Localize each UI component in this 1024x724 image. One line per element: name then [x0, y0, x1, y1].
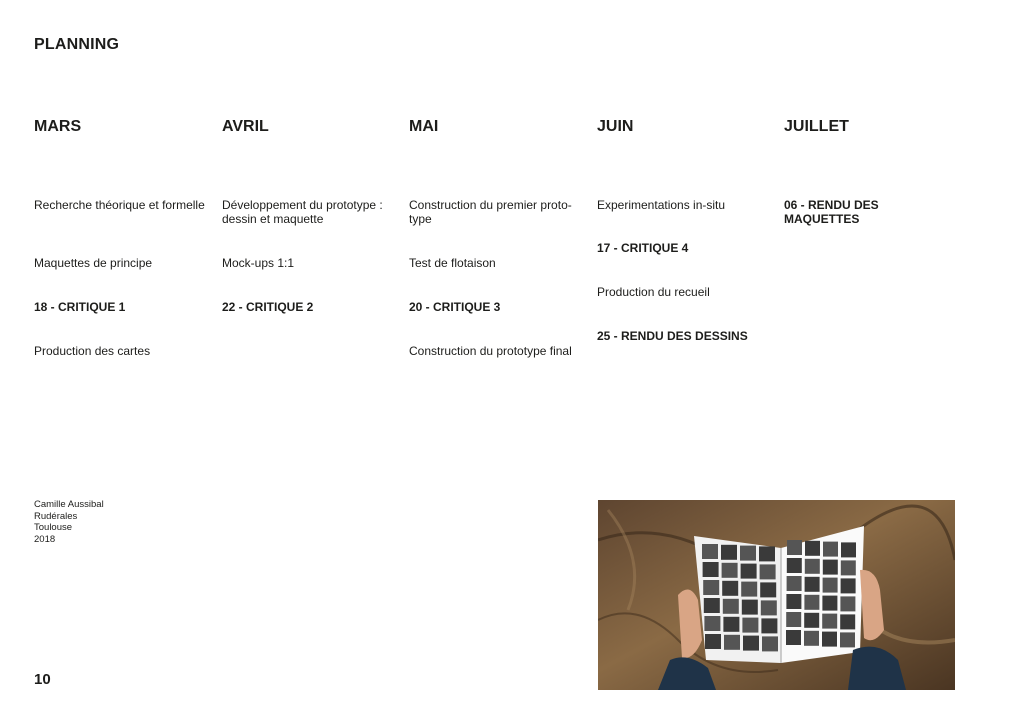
month-column-mai: [409, 118, 584, 358]
month-name: MAI: [409, 118, 439, 135]
planning-entry: Maquettes de principe: [34, 256, 153, 270]
planning-entry: Mock-ups 1:1: [222, 256, 295, 270]
credits: [34, 499, 104, 545]
planning-entry: Experimentations in-situ: [597, 198, 726, 212]
month-column-avril: [222, 118, 397, 314]
deadline-entry: 06 - RENDU DES MAQUETTES: [784, 198, 879, 226]
planning-entry: Construction du prototype final: [409, 344, 572, 358]
planning-entry: Développement du prototype : dessin et maquette: [222, 198, 383, 226]
month-column-juillet: [784, 118, 959, 226]
critique-entry: 18 - CRITIQUE 1: [34, 300, 126, 314]
month-name: JUIN: [597, 118, 634, 135]
credit-city: Toulouse: [34, 522, 73, 533]
planning-entry: Test de flotaison: [409, 256, 496, 270]
critique-entry: 20 - CRITIQUE 3: [409, 300, 501, 314]
deadline-entry: 25 - RENDU DES DESSINS: [597, 329, 748, 343]
credit-project: Rudérales: [34, 510, 78, 522]
month-column-mars: [34, 118, 209, 358]
month-column-juin: [597, 118, 772, 343]
credit-author: Camille Aussibal: [34, 499, 104, 510]
planning-entry: Production des cartes: [34, 344, 151, 358]
planning-entry: Production du recueil: [597, 285, 710, 299]
month-name: AVRIL: [222, 118, 269, 135]
page-number: 10: [34, 671, 51, 688]
page-title: PLANNING: [34, 36, 120, 53]
planning-entry: Recherche théorique et formelle: [34, 198, 205, 212]
credit-year: 2018: [34, 533, 56, 545]
critique-entry: 22 - CRITIQUE 2: [222, 300, 314, 314]
photo-open-booklet: [598, 500, 955, 690]
critique-entry: 17 - CRITIQUE 4: [597, 241, 689, 255]
planning-entry: Construction du premier proto-type: [409, 198, 572, 226]
month-name: MARS: [34, 118, 82, 135]
month-name: JUILLET: [784, 118, 849, 135]
